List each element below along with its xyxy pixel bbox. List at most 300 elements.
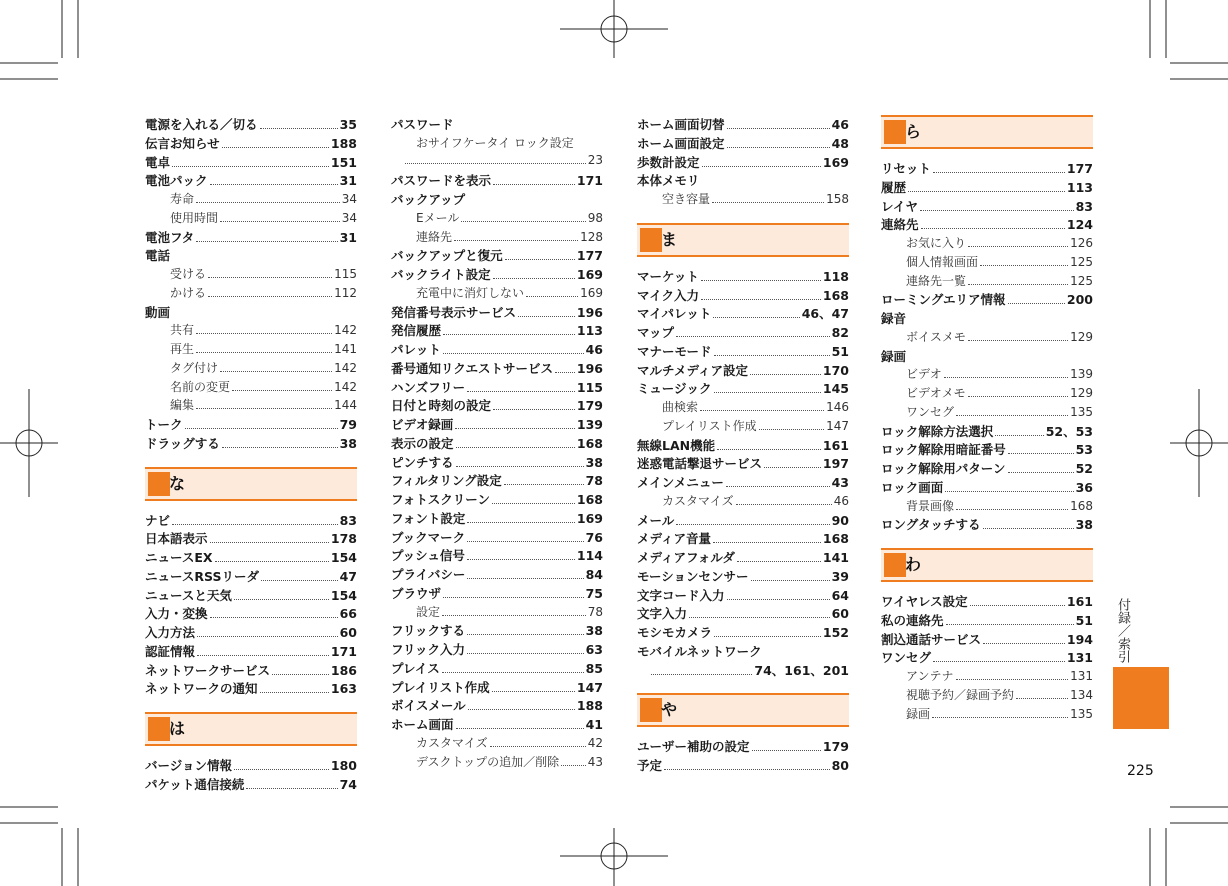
entry-term: 連絡先	[881, 217, 919, 233]
entry-term: 曲検索	[662, 400, 699, 414]
dot-leader	[968, 246, 1068, 247]
index-entry	[881, 667, 1093, 686]
entry-page: 177	[1066, 161, 1093, 176]
entry-term: ハンズフリー	[391, 379, 466, 395]
entry-page: 169	[822, 154, 849, 170]
entry-term: 入力方法	[145, 625, 196, 640]
entry-term: 充電中に消灯しない	[416, 285, 525, 300]
index-entry	[145, 134, 357, 153]
index-entry	[881, 705, 1093, 724]
dot-leader	[712, 202, 824, 203]
entry-term: フリック入力	[391, 642, 466, 657]
index-entry	[637, 604, 849, 623]
entry-page: 66	[339, 606, 357, 622]
dot-leader	[196, 241, 337, 242]
entry-term: モシモカメラ	[637, 625, 713, 640]
dot-leader	[467, 578, 583, 579]
entry-page: 46、47	[801, 306, 849, 322]
entry-page: 161	[822, 437, 849, 453]
entry-term: 表示の設定	[391, 435, 454, 451]
entry-page: 52、53	[1045, 423, 1093, 439]
dot-leader	[505, 259, 575, 260]
index-entry	[145, 623, 357, 642]
dot-leader	[702, 166, 821, 167]
entry-page: 79	[339, 417, 357, 432]
entry-page: 74	[339, 776, 357, 792]
dot-leader	[752, 750, 821, 751]
section-marker-icon	[148, 472, 170, 496]
entry-page: 194	[1066, 631, 1093, 647]
entry-term: マップ	[637, 325, 675, 340]
index-column-3	[637, 115, 849, 775]
dot-leader	[442, 672, 584, 673]
dot-leader	[980, 265, 1068, 266]
index-entry	[881, 215, 1093, 234]
entry-term: バックアップと復元	[391, 248, 503, 264]
entry-page: 168	[576, 435, 603, 451]
entry-term: ホーム画面	[391, 717, 454, 732]
dot-leader	[717, 449, 821, 450]
index-entry	[391, 434, 603, 453]
entry-page: 178	[330, 531, 357, 547]
index-entry	[391, 171, 603, 190]
index-entry	[391, 265, 603, 284]
entry-term: 録画	[906, 706, 931, 721]
index-entry	[391, 546, 603, 565]
index-entry	[145, 321, 357, 340]
entry-term: ネットワークの通知	[145, 681, 258, 697]
entry-term: 受ける	[170, 267, 207, 281]
entry-page: 142	[334, 379, 357, 394]
entry-term: 歩数計設定	[637, 154, 700, 170]
index-entry	[637, 567, 849, 586]
entry-page: 171	[576, 173, 603, 189]
dot-leader	[983, 643, 1065, 644]
entry-term: モーションセンサー	[637, 568, 749, 584]
entry-page: 171	[330, 643, 357, 659]
section-kana: ま	[661, 229, 678, 249]
entry-term: パスワードを表示	[391, 173, 492, 189]
section-header	[145, 467, 357, 501]
entry-term: ワイヤレス設定	[881, 594, 968, 609]
index-entry	[145, 756, 357, 775]
index-entry	[145, 228, 357, 247]
entry-term: フィルタリング設定	[391, 473, 502, 489]
entry-page: 135	[1070, 404, 1093, 419]
dot-leader	[1016, 698, 1068, 699]
index-entry	[391, 359, 603, 378]
entry-term: ビデオ	[906, 367, 942, 382]
entry-page: 139	[1070, 367, 1093, 382]
index-entry	[637, 153, 849, 172]
dot-leader	[956, 509, 1068, 510]
entry-term: 個人情報画面	[906, 254, 979, 269]
page-number: 225	[1127, 763, 1154, 779]
section-marker-icon	[640, 698, 662, 722]
index-entry	[391, 640, 603, 659]
index-entry	[145, 661, 357, 680]
index-entry	[391, 396, 603, 415]
index-entry	[145, 396, 357, 415]
dot-leader	[701, 280, 821, 281]
entry-term: メディア音量	[637, 531, 712, 547]
entry-term: ニュースEX	[145, 550, 213, 565]
entry-page: 38	[585, 454, 603, 470]
entry-page: 179	[822, 739, 849, 755]
entry-page: 152	[822, 625, 849, 640]
dot-leader	[208, 277, 332, 278]
section-marker-icon	[884, 553, 906, 577]
index-entry	[637, 473, 849, 492]
index-entry	[145, 171, 357, 190]
dot-leader	[456, 728, 584, 729]
entry-page: 142	[334, 323, 357, 338]
entry-page: 82	[831, 325, 849, 340]
index-entry	[637, 323, 849, 342]
entry-page: 43	[587, 754, 603, 769]
entry-page: 200	[1066, 292, 1093, 308]
dot-leader	[492, 691, 575, 692]
entry-page: 63	[585, 642, 603, 657]
entry-page: 23	[587, 152, 603, 167]
entry-term: 寿命	[170, 192, 195, 206]
dot-leader	[727, 128, 830, 129]
entry-page: 128	[580, 229, 603, 244]
dot-leader	[736, 504, 832, 505]
entry-term: バックアップ	[391, 192, 466, 207]
dot-leader	[968, 340, 1068, 341]
entry-page: 131	[1070, 669, 1093, 683]
dot-leader	[467, 391, 575, 392]
entry-term: ピンチする	[391, 454, 454, 470]
chapter-tab	[1113, 667, 1169, 729]
entry-page: 151	[330, 154, 357, 170]
section-kana: わ	[905, 555, 922, 574]
entry-term: かける	[170, 285, 207, 300]
entry-page: 142	[334, 360, 357, 375]
index-entry	[881, 384, 1093, 403]
dot-leader	[172, 166, 329, 167]
dot-leader	[956, 679, 1069, 680]
entry-term: プレイリスト作成	[391, 679, 490, 695]
index-entry	[881, 253, 1093, 272]
index-entry	[637, 361, 849, 380]
entry-term: 連絡先一覧	[906, 273, 967, 288]
entry-term: お気に入り	[906, 236, 967, 250]
entry-page: 47	[339, 568, 357, 584]
dot-leader	[1008, 472, 1074, 473]
dot-leader	[764, 467, 821, 468]
index-entry	[145, 153, 357, 172]
entry-term: 無線LAN機能	[637, 437, 716, 453]
dot-leader	[234, 769, 329, 770]
dot-leader	[714, 355, 830, 356]
index-entry	[391, 659, 603, 678]
entry-term: 設定	[416, 604, 441, 619]
dot-leader	[561, 765, 586, 766]
index-entry	[145, 586, 357, 605]
dot-leader	[676, 524, 829, 525]
entry-term: マルチメディア設定	[637, 362, 749, 378]
dot-leader	[664, 769, 830, 770]
index-entry	[637, 436, 849, 455]
entry-page: 118	[822, 268, 849, 284]
entry-term: アンテナ	[906, 669, 954, 683]
dot-leader	[272, 674, 329, 675]
index-entry	[637, 267, 849, 286]
entry-term: フォトスクリーン	[391, 492, 491, 507]
index-entry	[145, 642, 357, 661]
index-entry	[391, 753, 603, 772]
dot-leader	[493, 278, 575, 279]
entry-page: 36	[1075, 479, 1093, 495]
dot-leader	[210, 542, 329, 543]
entry-page: 169	[576, 510, 603, 526]
dot-leader	[1008, 453, 1074, 454]
entry-page: 168	[576, 492, 603, 507]
section-header	[881, 115, 1093, 149]
index-entry	[145, 284, 357, 303]
entry-page: 147	[576, 679, 603, 695]
entry-page: 113	[1066, 179, 1093, 195]
entry-term: カスタマイズ	[416, 735, 488, 750]
section-kana: な	[169, 473, 186, 493]
entry-term: プレイリスト作成	[662, 418, 757, 433]
dot-leader	[197, 655, 329, 656]
index-entry	[391, 565, 603, 584]
dot-leader	[933, 661, 1065, 662]
dot-leader	[443, 334, 575, 335]
index-entry	[391, 415, 603, 434]
entry-page: 196	[576, 304, 603, 320]
entry-term: 編集	[170, 398, 195, 413]
entry-page: 154	[330, 587, 357, 603]
entry-page: 74、161、201	[754, 662, 849, 678]
entry-term: 認証情報	[145, 643, 196, 659]
index-entry	[881, 403, 1093, 422]
entry-term: ローミングエリア情報	[881, 292, 1006, 308]
index-entry	[145, 209, 357, 228]
section-kana: は	[169, 719, 186, 738]
entry-term: ワンセグ	[906, 404, 955, 419]
entry-term: 発信番号表示サービス	[391, 304, 517, 320]
dot-leader	[490, 746, 586, 747]
dot-leader	[726, 486, 830, 487]
index-entry	[881, 459, 1093, 478]
entry-page: 31	[339, 229, 357, 245]
entry-term: ボイスメール	[391, 698, 466, 714]
entry-page: 83	[339, 512, 357, 528]
entry-term: Eメール	[416, 210, 460, 225]
entry-page: 144	[334, 398, 357, 413]
entry-term: 連絡先	[416, 229, 453, 244]
entry-page: 35	[339, 117, 357, 132]
entry-page: 48	[831, 135, 849, 151]
entry-page: 112	[334, 285, 357, 300]
index-entry	[637, 398, 849, 417]
entry-term: マーケット	[637, 268, 699, 284]
dot-leader	[456, 447, 575, 448]
dot-leader	[232, 390, 332, 391]
dot-leader	[995, 435, 1043, 436]
entry-page: 76	[585, 529, 603, 545]
entry-term: 電源を入れる／切る	[145, 117, 258, 132]
entry-page: 129	[1070, 386, 1093, 400]
index-column-4	[881, 115, 1093, 723]
index-entry	[145, 548, 357, 567]
section-header	[637, 693, 849, 727]
dot-leader	[467, 634, 584, 635]
entry-term: プッシュ信号	[391, 548, 465, 564]
entry-page: 80	[831, 758, 849, 773]
index-entry	[637, 171, 849, 190]
dot-leader	[759, 429, 824, 430]
index-entry	[145, 511, 357, 530]
index-entry	[145, 303, 357, 322]
entry-page: 38	[585, 623, 603, 639]
index-entry	[145, 679, 357, 698]
dot-leader	[920, 210, 1074, 211]
entry-term: 日本語表示	[145, 531, 208, 547]
entry-page: 158	[826, 192, 849, 206]
dot-leader	[246, 788, 337, 789]
entry-page: 115	[576, 379, 603, 395]
section-marker-icon	[148, 717, 170, 741]
index-entry	[881, 178, 1093, 197]
dot-leader	[676, 336, 830, 337]
entry-term: ホーム画面切替	[637, 117, 725, 132]
dot-leader	[443, 597, 584, 598]
dot-leader	[713, 317, 799, 318]
index-entry	[391, 246, 603, 265]
entry-term: 発信履歴	[391, 323, 442, 339]
index-entry	[391, 715, 603, 734]
entry-page: 51	[1075, 612, 1093, 628]
entry-term: リセット	[881, 161, 931, 176]
index-entry	[881, 630, 1093, 649]
entry-term: パスワード	[391, 117, 454, 132]
index-entry	[145, 190, 357, 209]
dot-leader	[467, 653, 584, 654]
entry-page: 129	[1070, 329, 1093, 344]
index-entry	[145, 529, 357, 548]
entry-term: フォント設定	[391, 510, 466, 526]
index-entry	[881, 159, 1093, 178]
entry-term: メール	[637, 512, 675, 528]
entry-term: 背景画像	[906, 498, 955, 513]
entry-term: 文字入力	[637, 606, 688, 622]
index-entry	[145, 340, 357, 359]
dot-leader	[196, 333, 332, 334]
dot-leader	[220, 371, 332, 372]
entry-page: 141	[822, 550, 849, 565]
entry-term: 電話	[145, 248, 171, 264]
index-entry	[145, 246, 357, 265]
dot-leader	[196, 352, 332, 353]
entry-page: 42	[587, 735, 603, 750]
index-entry	[145, 115, 357, 134]
dot-leader	[504, 484, 584, 485]
dot-leader	[210, 617, 338, 618]
index-entry	[637, 548, 849, 567]
entry-term: ロック解除用パターン	[881, 461, 1006, 476]
side-chapter-label: 付録／索引	[1115, 598, 1130, 663]
entry-page: 169	[580, 285, 603, 300]
index-entry	[881, 290, 1093, 309]
entry-term: パレット	[391, 342, 441, 357]
entry-page: 115	[334, 267, 357, 281]
index-entry	[637, 492, 849, 511]
dot-leader	[197, 636, 338, 637]
entry-term: メディアフォルダ	[637, 550, 735, 565]
entry-page: 52	[1075, 461, 1093, 476]
dot-leader	[467, 559, 575, 560]
dot-leader	[467, 541, 583, 542]
index-entry	[391, 378, 603, 397]
index-entry	[145, 359, 357, 378]
entry-term: マナーモード	[637, 343, 712, 359]
entry-page: 177	[576, 248, 603, 264]
index-entry	[637, 417, 849, 436]
index-entry	[881, 592, 1093, 611]
entry-page: 34	[341, 210, 357, 225]
dot-leader	[932, 717, 1068, 718]
entry-page: 170	[822, 362, 849, 378]
entry-term: レイヤ	[881, 198, 918, 214]
entry-page: 83	[1075, 198, 1093, 214]
entry-term: プレイス	[391, 660, 440, 676]
entry-page: 125	[1070, 254, 1093, 269]
index-entry	[391, 603, 603, 622]
entry-page: 168	[822, 531, 849, 547]
entry-term: おサイフケータイ ロック設定	[416, 135, 574, 150]
entry-term: ブラウザ	[391, 585, 442, 601]
dot-leader	[215, 561, 329, 562]
dot-leader	[234, 599, 329, 600]
dot-leader	[944, 377, 1068, 378]
entry-page: 168	[1070, 498, 1093, 513]
index-entry	[391, 153, 603, 172]
dot-leader	[1008, 303, 1065, 304]
entry-page: 168	[822, 287, 849, 303]
entry-term: 空き容量	[662, 192, 711, 206]
dot-leader	[751, 580, 830, 581]
section-header	[145, 712, 357, 746]
entry-page: 98	[587, 210, 603, 225]
entry-term: ビデオメモ	[906, 386, 966, 400]
index-entry	[145, 567, 357, 586]
entry-page: 186	[330, 662, 357, 678]
entry-page: 134	[1070, 687, 1093, 702]
entry-term: 私の連絡先	[881, 612, 944, 628]
dot-leader	[493, 184, 575, 185]
entry-term: 文字コード入力	[637, 587, 725, 603]
entry-page: 41	[585, 717, 603, 732]
section-header	[881, 548, 1093, 582]
entry-page: 75	[585, 585, 603, 601]
index-entry	[637, 304, 849, 323]
dot-leader	[456, 466, 584, 467]
entry-page: 85	[585, 660, 603, 676]
entry-term: マイパレット	[637, 306, 712, 322]
dot-leader	[210, 184, 338, 185]
entry-page: 31	[339, 173, 357, 189]
entry-page: 146	[826, 400, 849, 414]
entry-page: 139	[576, 417, 603, 432]
entry-term: 入力・変換	[145, 606, 208, 622]
index-entry	[391, 228, 603, 247]
dot-leader	[956, 415, 1068, 416]
